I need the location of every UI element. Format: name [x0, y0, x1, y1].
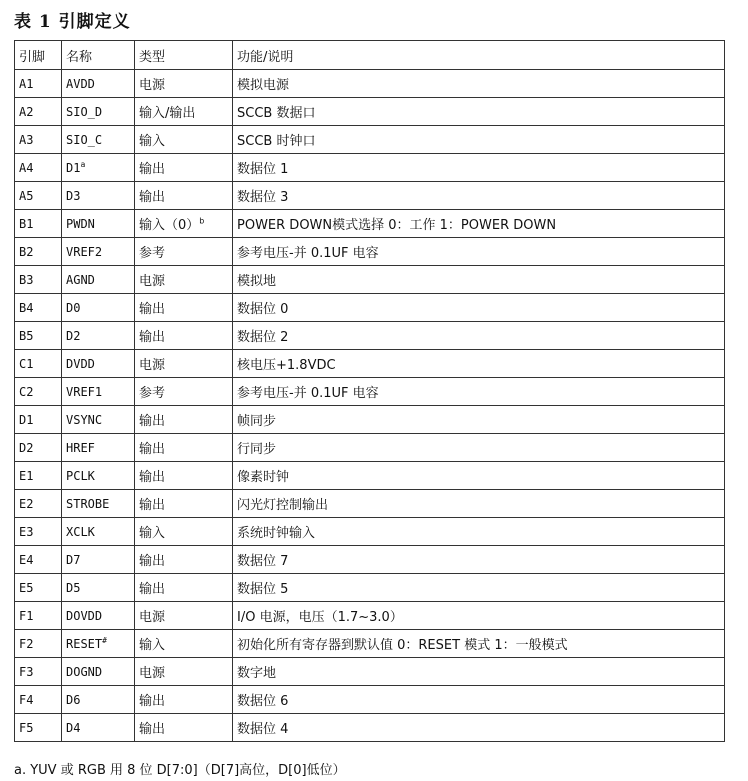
- name-cell: [62, 98, 135, 126]
- pin-cell: D1: [15, 406, 62, 434]
- table-row: [15, 630, 725, 658]
- pin-cell: B3: [15, 266, 62, 294]
- pin-type: 输入（0）: [139, 218, 200, 233]
- table-row: [15, 294, 725, 322]
- type-cell: [135, 546, 233, 574]
- type-cell: [135, 294, 233, 322]
- pin-type: 输出: [139, 442, 166, 457]
- pin-type: 输出: [139, 414, 166, 429]
- pin-cell: F2: [15, 630, 62, 658]
- name-cell: [62, 686, 135, 714]
- type-cell: [135, 182, 233, 210]
- pin-cell: E1: [15, 462, 62, 490]
- type-cell: [135, 518, 233, 546]
- pin-cell: F5: [15, 714, 62, 742]
- pin-cell: E4: [15, 546, 62, 574]
- table-row: [15, 154, 725, 182]
- pin-cell: A4: [15, 154, 62, 182]
- type-cell: [135, 406, 233, 434]
- footnote: a. YUV 或 RGB 用 8 位 D[7:0]（D[7]高位，D[0]低位）: [14, 763, 346, 778]
- pin-type: 输出: [139, 498, 166, 513]
- pin-cell: C1: [15, 350, 62, 378]
- table-row: [15, 378, 725, 406]
- type-cell: [135, 434, 233, 462]
- pin-cell: F1: [15, 602, 62, 630]
- pin-name: D6: [66, 692, 81, 707]
- header-name: 名称: [62, 41, 135, 70]
- pin-type: 电源: [139, 358, 166, 373]
- function-cell: SCCB 时钟口: [233, 126, 725, 154]
- pin-type: 参考: [139, 386, 166, 401]
- pin-cell: B4: [15, 294, 62, 322]
- function-cell: 数据位 4: [233, 714, 725, 742]
- type-cell: [135, 462, 233, 490]
- table-row: [15, 518, 725, 546]
- pin-type: 电源: [139, 666, 166, 681]
- name-cell: [62, 518, 135, 546]
- pin-cell: F3: [15, 658, 62, 686]
- table-row: [15, 210, 725, 238]
- pin-name: VREF1: [66, 384, 103, 399]
- name-cell: [62, 462, 135, 490]
- pin-cell: A5: [15, 182, 62, 210]
- table-body: [15, 70, 725, 742]
- pin-type: 输出: [139, 582, 166, 597]
- pin-name: AVDD: [66, 76, 95, 91]
- function-cell: 数据位 1: [233, 154, 725, 182]
- type-cell: [135, 658, 233, 686]
- type-cell: [135, 70, 233, 98]
- table-row: [15, 490, 725, 518]
- table-row: [15, 686, 725, 714]
- type-cell: [135, 574, 233, 602]
- table-row: [15, 574, 725, 602]
- table-title: 表 1 引脚定义: [14, 12, 131, 32]
- function-cell: 数据位 7: [233, 546, 725, 574]
- footnote-marker: #: [102, 635, 107, 645]
- type-cell: [135, 490, 233, 518]
- pin-name: DOGND: [66, 664, 103, 679]
- name-cell: [62, 182, 135, 210]
- name-cell: [62, 602, 135, 630]
- pin-cell: D2: [15, 434, 62, 462]
- pin-name: D2: [66, 328, 81, 343]
- function-cell: 参考电压-并 0.1UF 电容: [233, 378, 725, 406]
- pin-type: 电源: [139, 274, 166, 289]
- pin-type: 电源: [139, 610, 166, 625]
- pin-type: 输出: [139, 162, 166, 177]
- type-cell: [135, 602, 233, 630]
- function-cell: 模拟电源: [233, 70, 725, 98]
- pin-name: D7: [66, 552, 81, 567]
- table-row: [15, 406, 725, 434]
- function-cell: 像素时钟: [233, 462, 725, 490]
- name-cell: [62, 378, 135, 406]
- pin-type: 电源: [139, 78, 166, 93]
- function-cell: 模拟地: [233, 266, 725, 294]
- pin-name: D5: [66, 580, 81, 595]
- function-cell: 数据位 2: [233, 322, 725, 350]
- name-cell: [62, 434, 135, 462]
- pin-cell: E2: [15, 490, 62, 518]
- header-function: 功能/说明: [233, 41, 725, 70]
- function-cell: 数据位 5: [233, 574, 725, 602]
- pin-name: VREF2: [66, 244, 103, 259]
- pin-type: 输出: [139, 694, 166, 709]
- name-cell: [62, 126, 135, 154]
- function-cell: 闪光灯控制输出: [233, 490, 725, 518]
- pin-name: AGND: [66, 272, 95, 287]
- type-cell: [135, 378, 233, 406]
- type-cell: [135, 154, 233, 182]
- header-pin: 引脚: [15, 41, 62, 70]
- pin-name: SIO_D: [66, 104, 103, 119]
- pin-type: 输入: [139, 526, 166, 541]
- type-cell: [135, 126, 233, 154]
- type-cell: [135, 714, 233, 742]
- header-type: 类型: [135, 41, 233, 70]
- table-row: [15, 658, 725, 686]
- pin-name: PWDN: [66, 216, 95, 231]
- pin-type: 输出: [139, 190, 166, 205]
- table-row: [15, 714, 725, 742]
- function-cell: 系统时钟输入: [233, 518, 725, 546]
- function-cell: 数字地: [233, 658, 725, 686]
- pin-cell: B1: [15, 210, 62, 238]
- name-cell: [62, 490, 135, 518]
- pin-cell: E3: [15, 518, 62, 546]
- table-row: [15, 322, 725, 350]
- pin-name: PCLK: [66, 468, 95, 483]
- table-row: [15, 70, 725, 98]
- name-cell: [62, 70, 135, 98]
- type-cell: [135, 322, 233, 350]
- table-row: [15, 350, 725, 378]
- function-cell: 数据位 3: [233, 182, 725, 210]
- pin-name: VSYNC: [66, 412, 103, 427]
- table-row: [15, 182, 725, 210]
- pin-type: 输出: [139, 554, 166, 569]
- type-cell: [135, 266, 233, 294]
- type-cell: [135, 686, 233, 714]
- function-cell: 数据位 0: [233, 294, 725, 322]
- table-row: [15, 238, 725, 266]
- pin-name: RESET: [66, 636, 103, 651]
- table-row: [15, 266, 725, 294]
- pin-cell: A2: [15, 98, 62, 126]
- name-cell: [62, 630, 135, 658]
- name-cell: [62, 322, 135, 350]
- pin-type: 参考: [139, 246, 166, 261]
- function-cell: 核电压+1.8VDC: [233, 350, 725, 378]
- pin-type: 输出: [139, 302, 166, 317]
- pin-type: 输出: [139, 470, 166, 485]
- pin-type: 输入: [139, 638, 166, 653]
- footnote-marker: b: [199, 216, 205, 226]
- table-row: [15, 602, 725, 630]
- pin-type: 输入/输出: [139, 106, 196, 121]
- pin-name: DOVDD: [66, 608, 103, 623]
- pin-cell: C2: [15, 378, 62, 406]
- function-cell: 参考电压-并 0.1UF 电容: [233, 238, 725, 266]
- name-cell: [62, 406, 135, 434]
- name-cell: [62, 266, 135, 294]
- name-cell: [62, 546, 135, 574]
- table-row: [15, 98, 725, 126]
- pin-cell: E5: [15, 574, 62, 602]
- pin-name: SIO_C: [66, 132, 103, 147]
- name-cell: [62, 238, 135, 266]
- function-cell: I/O 电源，电压（1.7~3.0）: [233, 602, 725, 630]
- pin-name: D4: [66, 720, 81, 735]
- function-cell: POWER DOWN模式选择 0：工作 1：POWER DOWN: [233, 210, 725, 238]
- name-cell: [62, 658, 135, 686]
- pin-name: XCLK: [66, 524, 95, 539]
- type-cell: [135, 350, 233, 378]
- type-cell: [135, 210, 233, 238]
- pin-type: 输入: [139, 134, 166, 149]
- pin-cell: A3: [15, 126, 62, 154]
- type-cell: [135, 238, 233, 266]
- type-cell: [135, 630, 233, 658]
- pin-name: D3: [66, 188, 81, 203]
- pin-cell: B2: [15, 238, 62, 266]
- name-cell: [62, 294, 135, 322]
- pin-name: D1: [66, 160, 81, 175]
- function-cell: 帧同步: [233, 406, 725, 434]
- type-cell: [135, 98, 233, 126]
- function-cell: 数据位 6: [233, 686, 725, 714]
- table-row: [15, 126, 725, 154]
- name-cell: [62, 210, 135, 238]
- pin-name: DVDD: [66, 356, 95, 371]
- pin-name: HREF: [66, 440, 95, 455]
- pin-type: 输出: [139, 330, 166, 345]
- pin-cell: F4: [15, 686, 62, 714]
- function-cell: SCCB 数据口: [233, 98, 725, 126]
- name-cell: [62, 714, 135, 742]
- pin-type: 输出: [139, 722, 166, 737]
- name-cell: [62, 350, 135, 378]
- table-header-row: [15, 41, 725, 70]
- table-row: [15, 462, 725, 490]
- pin-name: D0: [66, 300, 81, 315]
- table-row: [15, 546, 725, 574]
- pin-name: STROBE: [66, 496, 110, 511]
- function-cell: 行同步: [233, 434, 725, 462]
- footnote-marker: a: [80, 159, 86, 169]
- table-row: [15, 434, 725, 462]
- name-cell: [62, 574, 135, 602]
- pin-definition-table: [14, 40, 725, 742]
- function-cell: 初始化所有寄存器到默认值 0：RESET 模式 1：一般模式: [233, 630, 725, 658]
- pin-cell: A1: [15, 70, 62, 98]
- pin-cell: B5: [15, 322, 62, 350]
- name-cell: [62, 154, 135, 182]
